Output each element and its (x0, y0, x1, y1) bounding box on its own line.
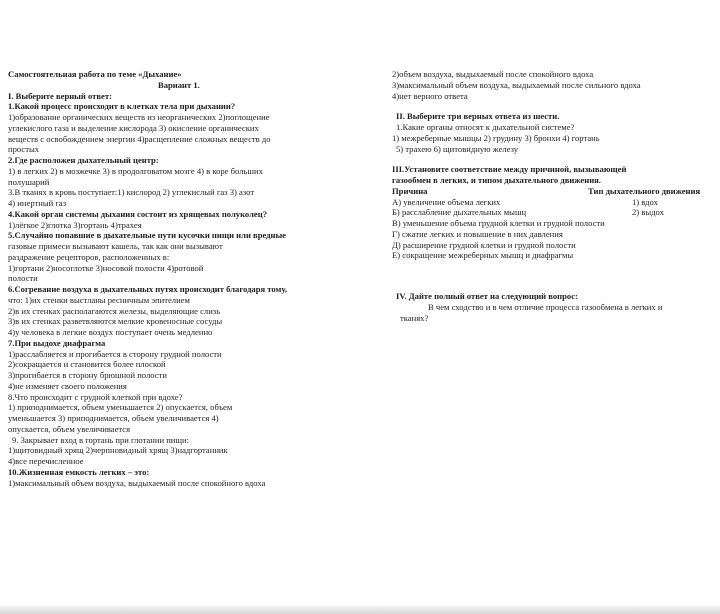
section-1-heading: I. Выберите верный ответ: (8, 90, 112, 101)
q6-option-line: 4)у человека в легкие воздух поступает очень медленно (8, 327, 213, 337)
right-column (392, 69, 720, 323)
column-header-type: Тип дыхательного движения (588, 185, 701, 196)
section-2-options: 1) межреберные мышцы 2) грудину 3) бронхи 4) гортань (392, 132, 600, 143)
section-4-question: В чем сходство и в чем отличие процесса газообмена в легких и (428, 301, 663, 312)
q6-question: 6.Согревание воздуха в дыхательных путях происходит благодаря тому, (8, 284, 287, 294)
q8-option-line: уменьшается 3) приподнимается, объем увеличивается 4) (8, 413, 219, 423)
type-item: 1) вдох (632, 196, 658, 207)
cause-item: Д) расширение грудной клетки и грудной полости (392, 239, 576, 250)
q9-option-line: 4)все перечисленное (8, 456, 84, 466)
q1-question: 1.Какой процесс происходит в клетках тела при дыхании? (8, 101, 236, 112)
match-table-header (392, 186, 720, 197)
section-2-heading: II. Выберите три верных ответа из шести. (396, 111, 560, 122)
q9-question: 9. Закрывает вход в гортань при глотании пищи: (12, 434, 189, 445)
q9-option-line: 1)щитовидный хрящ 2)черпновидный хрящ 3)надгортанник (8, 445, 228, 456)
cause-item: Б) расслабление дыхательных мышц (392, 207, 527, 218)
q10-option-line: 2)объем воздуха, выдыхаемый после спокойного вдоха (392, 69, 594, 79)
q5-question: 5.Случайно попавшие в дыхательные пути кусочки пищи или вредные (8, 230, 286, 241)
section-3-heading: газообмен в легких, и типом дыхательного движения. (392, 175, 601, 185)
section-3-heading: III.Установите соответствие между причиной, вызывающей (392, 164, 627, 175)
section-4-heading: IV. Дайте полный ответ на следующий вопрос: (396, 291, 578, 301)
q8-option-line: 1) приподнимается, объем уменьшается 2) опускается, объем (8, 402, 233, 413)
q4-option-line: 1)лёгкое 2)глотка 3)гортань 4)трахея (8, 219, 142, 230)
q3-option-line: 4) инертный газ (8, 198, 67, 208)
q7-option-line: 2)сокращается и становится более плоской (8, 359, 166, 370)
q10-option-line: 1)максимальный объем воздуха, выдыхаемый после спокойного вдоха (8, 477, 266, 488)
q5-question-line: раздражение рецепторов, расположенных в: (8, 251, 170, 262)
q5-option-line: полости (8, 273, 38, 284)
cause-item: Г) сжатие легких и повышение в них давления (392, 228, 563, 239)
q7-option-line: 3)прогибается в сторону брюшной полости (8, 370, 167, 380)
q10-question: 10.Жизненная емкость легких – это: (8, 466, 150, 477)
q6-option-line: 3)в их стенках разветвляются мелкие кровеносные сосуды (8, 316, 223, 327)
q1-option-line: углекислого газа и выделение кислорода 3) окисление органических (8, 122, 259, 133)
type-item: 2) выдох (632, 207, 664, 218)
q1-option-line: 1)образование органических веществ из неорганических 2)поглощение (8, 112, 270, 122)
section-2-options: 5) трахею 6) щитовидную железу (396, 143, 519, 154)
q5-question-line: газовые примеси вызывают кашель, так как они вызывают (8, 241, 223, 251)
variant-label: Вариант 1. (158, 79, 200, 90)
section-4-question: тканях? (400, 312, 429, 323)
column-header-cause: Причина (392, 185, 428, 196)
q7-option-line: 4)не изменяет своего положения (8, 380, 127, 391)
q3-question: 3.В тканях в кровь поступает:1) кислород 2) углекислый газ 3) азот (8, 187, 255, 198)
q4-question: 4.Какой орган системы дыхания состоит из хрящевых полуколец? (8, 208, 267, 219)
page-bottom-edge (0, 606, 720, 614)
q10-option-line: 4)нет верного ответа (392, 90, 468, 101)
q5-option-line: 1)гортани 2)носоглотке 3)носовой полости 4)ротовой (8, 262, 204, 273)
worksheet-title: Самостоятельная работа по теме «Дыхание» (8, 69, 182, 79)
q10-option-line: 3)максимальный объем воздуха, выдыхаемый после сильного вдоха (392, 79, 641, 90)
q6-option-line: 2)в их стенках располагаются железы, выделяющие слизь (8, 305, 221, 316)
q2-option-line: 1) в легких 2) в мозжечке 3) в продолговатом мозге 4) в коре больших (8, 165, 263, 176)
q7-option-line: 1)расслабляется и прогибается в сторону грудной полости (8, 348, 222, 359)
section-2-question: 1.Какие органы относят к дыхательной системе? (396, 122, 575, 132)
q7-question: 7.При выдохе диафрагма (8, 337, 106, 348)
q8-question: 8.Что происходит с грудной клеткой при вдохе? (8, 391, 183, 402)
match-row (392, 197, 720, 208)
left-column (8, 69, 360, 488)
q2-option-line: полушарий (8, 176, 50, 187)
match-row (392, 207, 720, 218)
cause-item: В) уменьшение объема грудной клетки и грудной полости (392, 218, 605, 228)
q1-option-line: веществ с освобождением энергии 4)расщепление сложных веществ до (8, 133, 271, 144)
q1-option-line: простых (8, 144, 40, 155)
cause-item: А) увеличение объема легких (392, 196, 501, 207)
cause-item: Е) сокращение межреберных мышц и диафрагмы (392, 250, 574, 261)
q8-option-line: опускается, объем увеличивается (8, 423, 131, 434)
q2-question: 2.Где расположен дыхательный центр: (8, 155, 159, 165)
q6-option-line: что: 1)их стенки выстланы ресничным эпителием (8, 294, 190, 305)
